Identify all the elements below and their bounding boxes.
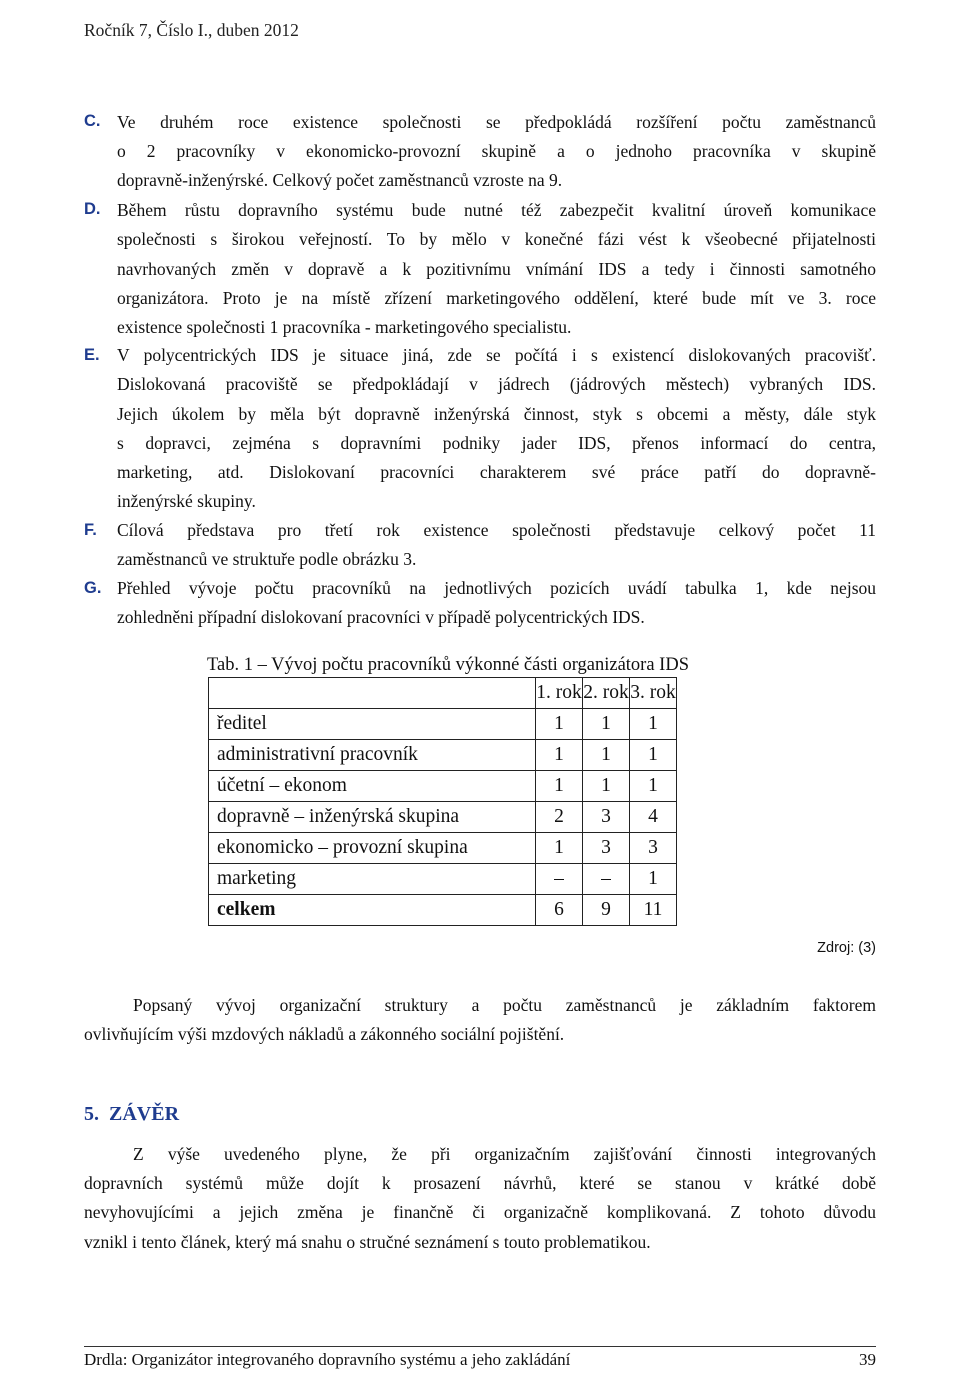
table-cell: 1 xyxy=(583,740,630,771)
section-heading: 5. ZÁVĚR xyxy=(84,1103,180,1125)
item-g-line: Přehled vývoje počtu pracovníků na jednotlivých pozicích uvádí tabulka 1, kde nejsou xyxy=(117,578,876,598)
table-cell: 9 xyxy=(583,895,630,926)
table-cell: 3 xyxy=(583,802,630,833)
item-e-line: inženýrské skupiny. xyxy=(117,491,256,512)
table-total-row xyxy=(209,895,677,926)
item-c-label: C. xyxy=(84,112,101,130)
item-c-line: dopravně-inženýrské. Celkový počet zaměstnanců vzroste na 9. xyxy=(117,170,563,191)
table-cell: 3 xyxy=(630,833,677,864)
table-source: Zdroj: (3) xyxy=(817,940,876,956)
page-number: 39 xyxy=(859,1350,876,1369)
item-d-label: D. xyxy=(84,200,101,218)
conclusion-text-cont xyxy=(84,1169,876,1257)
conclusion-line: nevyhovujícími a jejich změna je finančně či organizačně komplikovaná. Z tohoto důvodu xyxy=(84,1202,876,1223)
table-cell: 1 xyxy=(630,864,677,895)
table-header-cell xyxy=(209,678,536,709)
table-caption: Tab. 1 – Vývoj počtu pracovníků výkonné části organizátora IDS xyxy=(207,655,689,675)
table-cell: ředitel xyxy=(209,709,536,740)
item-e-line: V polycentrických IDS je situace jiná, zde se počítá i s existencí dislokovaných pracovišť. xyxy=(117,345,876,365)
conclusion-line: vznikl i tento článek, který má snahu o stručné seznámení s touto problematikou. xyxy=(84,1231,651,1252)
table-cell: 1 xyxy=(536,771,583,802)
table-cell: – xyxy=(583,864,630,895)
conclusion-text xyxy=(133,1140,876,1169)
table-cell: ekonomicko – provozní skupina xyxy=(209,833,536,864)
item-d-line: existence společnosti 1 pracovníka - marketingového specialistu. xyxy=(117,317,572,338)
item-g-label: G. xyxy=(84,579,102,597)
table-cell: dopravně – inženýrská skupina xyxy=(209,802,536,833)
table-cell: – xyxy=(536,864,583,895)
table-cell: 1 xyxy=(630,771,677,802)
table-cell: administrativní pracovník xyxy=(209,740,536,771)
table-row xyxy=(209,802,677,833)
table-row xyxy=(209,740,677,771)
table-cell: 3 xyxy=(583,833,630,864)
paragraph-line: ovlivňujícím výši mzdových nákladů a zákonného sociální pojištění. xyxy=(84,1024,565,1044)
item-c-line: Ve druhém roce existence společnosti se předpokládá rozšíření počtu zaměstnanců xyxy=(117,112,876,132)
table-cell: účetní – ekonom xyxy=(209,771,536,802)
table-cell: 1 xyxy=(583,709,630,740)
table-header-cell: 3. rok xyxy=(630,678,677,709)
item-e-line: s dopravci, zejména s dopravními podniky jader IDS, přenos informací do centra, xyxy=(117,432,876,453)
conclusion-line: dopravních systémů může dojít k prosazení návrhů, které se stanou v krátké době xyxy=(84,1173,876,1193)
item-d-line: společnosti s širokou veřejností. To by mělo v konečné fázi vést k všeobecné přijatelnosti xyxy=(117,229,876,250)
table-cell: 4 xyxy=(630,802,677,833)
item-c-text xyxy=(117,108,876,137)
item-e-text xyxy=(117,341,876,517)
table-cell: 1 xyxy=(630,740,677,771)
table-row xyxy=(209,833,677,864)
item-g-line: zohledněni případní dislokovaní pracovníci v případě polycentrických IDS. xyxy=(117,607,645,628)
table-header-cell: 1. rok xyxy=(536,678,583,709)
item-e-line: Dislokovaná pracoviště se předpokládají v jádrech (jádrových městech) vybraných IDS. xyxy=(117,374,876,395)
paragraph-1 xyxy=(133,991,876,1020)
table-cell: 2 xyxy=(536,802,583,833)
item-e-line: Jejich úkolem by měla být dopravně inženýrská činnost, styk s obcemi a městy, dále styk xyxy=(117,403,876,424)
item-f-label: F. xyxy=(84,521,97,539)
table-row xyxy=(209,709,677,740)
table-cell: 6 xyxy=(536,895,583,926)
table-header-cell: 2. rok xyxy=(583,678,630,709)
item-g-text xyxy=(117,574,876,633)
table-cell: 11 xyxy=(630,895,677,926)
item-c-text-cont xyxy=(117,137,876,196)
table-cell: 1 xyxy=(536,833,583,864)
footer-rule xyxy=(84,1346,876,1347)
item-c-line: o 2 pracovníky v ekonomicko-provozní skupině a o jednoho pracovníka v skupině xyxy=(117,141,876,161)
item-d-line: Během růstu dopravního systému bude nutné též zabezpečit kvalitní úroveň komunikace xyxy=(117,200,876,220)
conclusion-line: Z výše uvedeného plyne, že při organizačním zajišťování činnosti integrovaných xyxy=(133,1144,876,1164)
table-cell: 1 xyxy=(583,771,630,802)
item-f-line: zaměstnanců ve struktuře podle obrázku 3. xyxy=(117,549,417,570)
running-header: Ročník 7, Číslo I., duben 2012 xyxy=(84,20,299,40)
item-e-label: E. xyxy=(84,346,100,364)
table-cell: 1 xyxy=(630,709,677,740)
table-row xyxy=(209,864,677,895)
workforce-table xyxy=(208,677,677,926)
paragraph-line: Popsaný vývoj organizační struktury a počtu zaměstnanců je základním faktorem xyxy=(133,995,876,1015)
item-d-line: organizátora. Proto je na místě zřízení marketingového oddělení, které bude mít ve 3. roce xyxy=(117,287,876,308)
item-e-line: marketing, atd. Dislokovaní pracovníci charakterem své práce patří do dopravně- xyxy=(117,462,876,483)
table-cell: 1 xyxy=(536,740,583,771)
table-row xyxy=(209,771,677,802)
item-f-text xyxy=(117,516,876,575)
table-header-row xyxy=(209,678,677,709)
paragraph-1-cont xyxy=(84,1020,876,1049)
table-cell: marketing xyxy=(209,864,536,895)
footer-text: Drdla: Organizátor integrovaného dopravního systému a jeho zakládání xyxy=(84,1350,571,1369)
item-d-line: navrhovaných změn v dopravě a k pozitivnímu vnímání IDS a tedy i činnosti samotného xyxy=(117,258,876,279)
item-f-line: Cílová představa pro třetí rok existence společnosti představuje celkový počet 11 xyxy=(117,520,876,540)
item-d-text xyxy=(117,196,876,342)
table-cell: celkem xyxy=(209,895,536,926)
table-cell: 1 xyxy=(536,709,583,740)
